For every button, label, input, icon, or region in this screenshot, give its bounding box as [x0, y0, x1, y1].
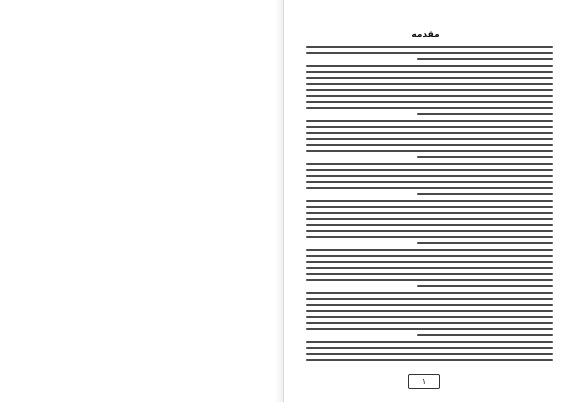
text-line: [306, 212, 553, 214]
paragraph: [306, 249, 553, 287]
text-line: [306, 328, 553, 330]
text-line: [417, 285, 553, 287]
text-line: [417, 58, 553, 60]
text-line: [306, 279, 553, 281]
text-line: [417, 113, 553, 115]
body-text-block: [306, 46, 553, 364]
text-line: [306, 261, 553, 263]
text-line: [417, 242, 553, 244]
text-line: [417, 334, 553, 336]
text-line: [306, 200, 553, 202]
paragraph: [306, 120, 553, 158]
text-line: [306, 77, 553, 79]
text-line: [306, 71, 553, 73]
text-line: [306, 83, 553, 85]
text-line: [417, 156, 553, 158]
text-line: [306, 359, 553, 361]
paragraph: [306, 65, 553, 115]
text-line: [306, 230, 553, 232]
text-line: [306, 255, 553, 257]
text-line: [306, 347, 553, 349]
text-line: [306, 101, 553, 103]
text-line: [306, 273, 553, 275]
text-line: [306, 310, 553, 312]
text-line: [306, 353, 553, 355]
text-line: [306, 46, 553, 48]
text-line: [306, 224, 553, 226]
text-line: [306, 206, 553, 208]
text-line: [306, 132, 553, 134]
paragraph: [306, 292, 553, 336]
text-line: [306, 144, 553, 146]
paragraph: [306, 200, 553, 244]
text-page: [284, 0, 567, 402]
paragraph: [306, 46, 553, 60]
text-line: [306, 138, 553, 140]
text-line: [306, 298, 553, 300]
text-line: [306, 267, 553, 269]
text-line: [306, 236, 553, 238]
text-line: [306, 181, 553, 183]
paragraph: [306, 341, 553, 364]
text-line: [306, 169, 553, 171]
text-line: [306, 163, 553, 165]
text-line: [306, 95, 553, 97]
blank-left-page: [0, 0, 283, 402]
text-line: [306, 107, 553, 109]
text-line: [306, 89, 553, 91]
text-line: [306, 322, 553, 324]
text-line: [306, 218, 553, 220]
text-line: [306, 150, 553, 152]
text-line: [306, 120, 553, 122]
text-line: [306, 292, 553, 294]
text-line: [306, 341, 553, 343]
text-line: [306, 126, 553, 128]
text-line: [306, 65, 553, 67]
text-line: [306, 187, 553, 189]
text-line: [306, 175, 553, 177]
text-line: [417, 193, 553, 195]
text-line: [306, 316, 553, 318]
text-line: [306, 52, 553, 54]
page-fold-shadow: [275, 0, 283, 402]
paragraph: [306, 163, 553, 195]
page-heading: مقدمه: [411, 30, 440, 40]
text-line: [306, 304, 553, 306]
text-line: [306, 249, 553, 251]
page-number: ١: [408, 374, 440, 389]
